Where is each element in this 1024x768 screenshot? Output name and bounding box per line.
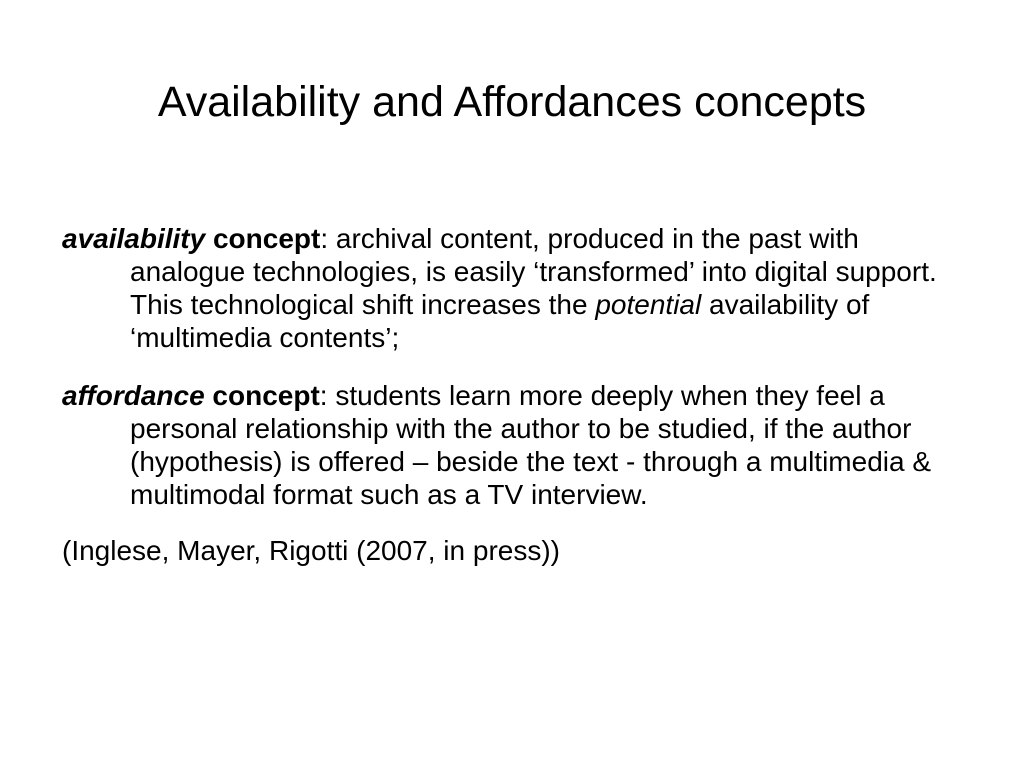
affordance-concept-paragraph	[62, 379, 972, 511]
availability-definition-part1: : archival content, produced in the past with analogue technologies, is easily ‘transformed’ into digital support. This technological shift increases the	[130, 223, 937, 320]
citation: (Inglese, Mayer, Rigotti (2007, in press))	[62, 535, 560, 566]
affordance-definition: : students learn more deeply when they feel a personal relationship with the author to be studied, if the author (hypothesis) is offered – beside the text - through a multimedia & multimodal format such as a TV interview.	[130, 380, 932, 510]
affordance-concept-label: concept	[212, 380, 320, 411]
availability-definition-part2: availability of ‘multimedia contents’;	[130, 289, 870, 353]
availability-concept-label: concept	[212, 223, 321, 254]
availability-term: availability	[62, 223, 206, 254]
affordance-term: affordance	[62, 380, 205, 411]
slide-title: Availability and Affordances concepts	[157, 78, 867, 126]
availability-emphasis: potential	[595, 289, 702, 320]
slide-body	[62, 222, 972, 567]
availability-concept-paragraph	[62, 222, 972, 354]
